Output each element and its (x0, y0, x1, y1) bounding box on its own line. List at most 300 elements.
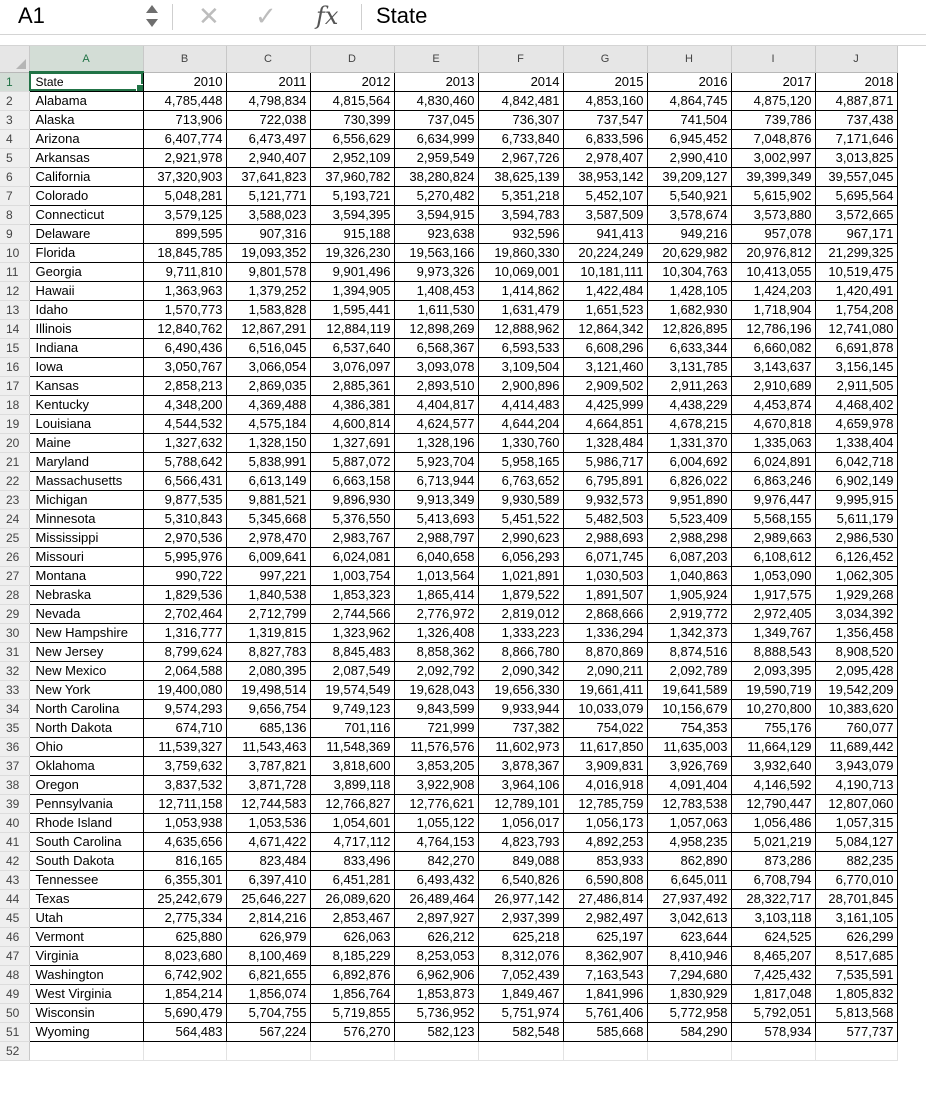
cell-c26[interactable]: 6,009,641 (226, 547, 310, 566)
cell-e36[interactable]: 11,576,576 (394, 737, 478, 756)
cell-f25[interactable]: 2,990,623 (478, 528, 563, 547)
cell-a18[interactable]: Kentucky (29, 395, 143, 414)
cell-d25[interactable]: 2,983,767 (310, 528, 394, 547)
cell-g2[interactable]: 4,853,160 (563, 91, 647, 110)
cell-c1[interactable]: 2011 (226, 72, 310, 91)
cell-d1[interactable]: 2012 (310, 72, 394, 91)
cell-a28[interactable]: Nebraska (29, 585, 143, 604)
cell-i17[interactable]: 2,910,689 (731, 376, 815, 395)
cell-a15[interactable]: Indiana (29, 338, 143, 357)
cell-i8[interactable]: 3,573,880 (731, 205, 815, 224)
cell-b38[interactable]: 3,837,532 (143, 775, 226, 794)
cell-e18[interactable]: 4,404,817 (394, 395, 478, 414)
cell-g20[interactable]: 1,328,484 (563, 433, 647, 452)
cell-h48[interactable]: 7,294,680 (647, 965, 731, 984)
cell-d10[interactable]: 19,326,230 (310, 243, 394, 262)
cell-h5[interactable]: 2,990,410 (647, 148, 731, 167)
cell-g42[interactable]: 853,933 (563, 851, 647, 870)
cell-j11[interactable]: 10,519,475 (815, 262, 897, 281)
column-header-b[interactable]: B (143, 46, 226, 72)
cell-g39[interactable]: 12,785,759 (563, 794, 647, 813)
cell-e17[interactable]: 2,893,510 (394, 376, 478, 395)
cell-c18[interactable]: 4,369,488 (226, 395, 310, 414)
cell-c41[interactable]: 4,671,422 (226, 832, 310, 851)
cell-c43[interactable]: 6,397,410 (226, 870, 310, 889)
cell-c50[interactable]: 5,704,755 (226, 1003, 310, 1022)
row-header[interactable]: 41 (0, 832, 29, 851)
cell-h12[interactable]: 1,428,105 (647, 281, 731, 300)
cell-j26[interactable]: 6,126,452 (815, 547, 897, 566)
cell-a11[interactable]: Georgia (29, 262, 143, 281)
cell-f34[interactable]: 9,933,944 (478, 699, 563, 718)
cell-e37[interactable]: 3,853,205 (394, 756, 478, 775)
cell-f16[interactable]: 3,109,504 (478, 357, 563, 376)
cell-f40[interactable]: 1,056,017 (478, 813, 563, 832)
cell-i22[interactable]: 6,863,246 (731, 471, 815, 490)
cell-h2[interactable]: 4,864,745 (647, 91, 731, 110)
cell-b44[interactable]: 25,242,679 (143, 889, 226, 908)
row-header[interactable]: 10 (0, 243, 29, 262)
cell-h33[interactable]: 19,641,589 (647, 680, 731, 699)
cell-b13[interactable]: 1,570,773 (143, 300, 226, 319)
cell-g34[interactable]: 10,033,079 (563, 699, 647, 718)
row-header[interactable]: 43 (0, 870, 29, 889)
cell-d52[interactable] (310, 1041, 394, 1060)
cell-b6[interactable]: 37,320,903 (143, 167, 226, 186)
cell-a9[interactable]: Delaware (29, 224, 143, 243)
cell-e4[interactable]: 6,634,999 (394, 129, 478, 148)
cell-g37[interactable]: 3,909,831 (563, 756, 647, 775)
cell-g33[interactable]: 19,661,411 (563, 680, 647, 699)
cell-d38[interactable]: 3,899,118 (310, 775, 394, 794)
cell-b20[interactable]: 1,327,632 (143, 433, 226, 452)
cell-h24[interactable]: 5,523,409 (647, 509, 731, 528)
cell-h38[interactable]: 4,091,404 (647, 775, 731, 794)
cell-e27[interactable]: 1,013,564 (394, 566, 478, 585)
cell-d13[interactable]: 1,595,441 (310, 300, 394, 319)
cell-b41[interactable]: 4,635,656 (143, 832, 226, 851)
cell-f43[interactable]: 6,540,826 (478, 870, 563, 889)
cell-e38[interactable]: 3,922,908 (394, 775, 478, 794)
cell-b33[interactable]: 19,400,080 (143, 680, 226, 699)
row-header[interactable]: 32 (0, 661, 29, 680)
cell-d11[interactable]: 9,901,496 (310, 262, 394, 281)
row-header[interactable]: 46 (0, 927, 29, 946)
cell-j15[interactable]: 6,691,878 (815, 338, 897, 357)
cell-b9[interactable]: 899,595 (143, 224, 226, 243)
cell-i11[interactable]: 10,413,055 (731, 262, 815, 281)
cell-f7[interactable]: 5,351,218 (478, 186, 563, 205)
cell-c33[interactable]: 19,498,514 (226, 680, 310, 699)
formula-input[interactable]: State (376, 3, 428, 28)
cell-i37[interactable]: 3,932,640 (731, 756, 815, 775)
cell-e5[interactable]: 2,959,549 (394, 148, 478, 167)
row-header[interactable]: 26 (0, 547, 29, 566)
cell-d5[interactable]: 2,952,109 (310, 148, 394, 167)
cell-b47[interactable]: 8,023,680 (143, 946, 226, 965)
cell-d23[interactable]: 9,896,930 (310, 490, 394, 509)
cell-c23[interactable]: 9,881,521 (226, 490, 310, 509)
column-header-e[interactable]: E (394, 46, 478, 72)
cell-e15[interactable]: 6,568,367 (394, 338, 478, 357)
cell-h11[interactable]: 10,304,763 (647, 262, 731, 281)
cell-a4[interactable]: Arizona (29, 129, 143, 148)
cell-e34[interactable]: 9,843,599 (394, 699, 478, 718)
cell-g30[interactable]: 1,336,294 (563, 623, 647, 642)
cell-a14[interactable]: Illinois (29, 319, 143, 338)
cell-d30[interactable]: 1,323,962 (310, 623, 394, 642)
cell-e49[interactable]: 1,853,873 (394, 984, 478, 1003)
cell-h21[interactable]: 6,004,692 (647, 452, 731, 471)
cell-j28[interactable]: 1,929,268 (815, 585, 897, 604)
cell-c49[interactable]: 1,856,074 (226, 984, 310, 1003)
cell-a49[interactable]: West Virginia (29, 984, 143, 1003)
cell-h19[interactable]: 4,678,215 (647, 414, 731, 433)
cell-b27[interactable]: 990,722 (143, 566, 226, 585)
row-header[interactable]: 21 (0, 452, 29, 471)
cell-f39[interactable]: 12,789,101 (478, 794, 563, 813)
cell-g7[interactable]: 5,452,107 (563, 186, 647, 205)
cell-d36[interactable]: 11,548,369 (310, 737, 394, 756)
row-header[interactable]: 3 (0, 110, 29, 129)
cell-c48[interactable]: 6,821,655 (226, 965, 310, 984)
cell-a1[interactable]: State (29, 72, 143, 91)
cell-e1[interactable]: 2013 (394, 72, 478, 91)
cell-a10[interactable]: Florida (29, 243, 143, 262)
cell-g29[interactable]: 2,868,666 (563, 604, 647, 623)
select-all-button[interactable] (0, 46, 29, 72)
cell-a37[interactable]: Oklahoma (29, 756, 143, 775)
insert-function-icon[interactable]: fx (316, 2, 339, 30)
cell-b45[interactable]: 2,775,334 (143, 908, 226, 927)
cell-b34[interactable]: 9,574,293 (143, 699, 226, 718)
cell-b24[interactable]: 5,310,843 (143, 509, 226, 528)
cell-b8[interactable]: 3,579,125 (143, 205, 226, 224)
cell-a45[interactable]: Utah (29, 908, 143, 927)
cell-h34[interactable]: 10,156,679 (647, 699, 731, 718)
cell-g19[interactable]: 4,664,851 (563, 414, 647, 433)
cell-c8[interactable]: 3,588,023 (226, 205, 310, 224)
cell-j50[interactable]: 5,813,568 (815, 1003, 897, 1022)
cell-j42[interactable]: 882,235 (815, 851, 897, 870)
cell-j14[interactable]: 12,741,080 (815, 319, 897, 338)
cell-d48[interactable]: 6,892,876 (310, 965, 394, 984)
cell-j39[interactable]: 12,807,060 (815, 794, 897, 813)
cell-f11[interactable]: 10,069,001 (478, 262, 563, 281)
cell-i31[interactable]: 8,888,543 (731, 642, 815, 661)
cell-c4[interactable]: 6,473,497 (226, 129, 310, 148)
cell-a44[interactable]: Texas (29, 889, 143, 908)
cell-g49[interactable]: 1,841,996 (563, 984, 647, 1003)
cell-f21[interactable]: 5,958,165 (478, 452, 563, 471)
cell-d4[interactable]: 6,556,629 (310, 129, 394, 148)
column-header-c[interactable]: C (226, 46, 310, 72)
row-header[interactable]: 18 (0, 395, 29, 414)
cell-g41[interactable]: 4,892,253 (563, 832, 647, 851)
row-header[interactable]: 30 (0, 623, 29, 642)
cell-j2[interactable]: 4,887,871 (815, 91, 897, 110)
cell-j46[interactable]: 626,299 (815, 927, 897, 946)
cell-g12[interactable]: 1,422,484 (563, 281, 647, 300)
cell-f49[interactable]: 1,849,467 (478, 984, 563, 1003)
cell-c40[interactable]: 1,053,536 (226, 813, 310, 832)
cell-f45[interactable]: 2,937,399 (478, 908, 563, 927)
cell-f10[interactable]: 19,860,330 (478, 243, 563, 262)
cell-a17[interactable]: Kansas (29, 376, 143, 395)
cell-e20[interactable]: 1,328,196 (394, 433, 478, 452)
row-header[interactable]: 4 (0, 129, 29, 148)
cell-f51[interactable]: 582,548 (478, 1022, 563, 1041)
cell-e14[interactable]: 12,898,269 (394, 319, 478, 338)
cell-i33[interactable]: 19,590,719 (731, 680, 815, 699)
cell-f13[interactable]: 1,631,479 (478, 300, 563, 319)
cell-g13[interactable]: 1,651,523 (563, 300, 647, 319)
cell-i26[interactable]: 6,108,612 (731, 547, 815, 566)
row-header[interactable]: 38 (0, 775, 29, 794)
cell-e8[interactable]: 3,594,915 (394, 205, 478, 224)
cell-g45[interactable]: 2,982,497 (563, 908, 647, 927)
cell-a47[interactable]: Virginia (29, 946, 143, 965)
row-header[interactable]: 44 (0, 889, 29, 908)
cell-g40[interactable]: 1,056,173 (563, 813, 647, 832)
cell-d45[interactable]: 2,853,467 (310, 908, 394, 927)
cell-b15[interactable]: 6,490,436 (143, 338, 226, 357)
cell-c13[interactable]: 1,583,828 (226, 300, 310, 319)
cell-j44[interactable]: 28,701,845 (815, 889, 897, 908)
cell-f38[interactable]: 3,964,106 (478, 775, 563, 794)
cell-e7[interactable]: 5,270,482 (394, 186, 478, 205)
cell-i29[interactable]: 2,972,405 (731, 604, 815, 623)
cell-g35[interactable]: 754,022 (563, 718, 647, 737)
cell-a19[interactable]: Louisiana (29, 414, 143, 433)
cell-i13[interactable]: 1,718,904 (731, 300, 815, 319)
cell-b12[interactable]: 1,363,963 (143, 281, 226, 300)
cell-b18[interactable]: 4,348,200 (143, 395, 226, 414)
row-header[interactable]: 50 (0, 1003, 29, 1022)
cell-j29[interactable]: 3,034,392 (815, 604, 897, 623)
cell-b16[interactable]: 3,050,767 (143, 357, 226, 376)
row-header[interactable]: 7 (0, 186, 29, 205)
cell-h32[interactable]: 2,092,789 (647, 661, 731, 680)
cell-b5[interactable]: 2,921,978 (143, 148, 226, 167)
cell-h22[interactable]: 6,826,022 (647, 471, 731, 490)
cell-j4[interactable]: 7,171,646 (815, 129, 897, 148)
cell-f37[interactable]: 3,878,367 (478, 756, 563, 775)
row-header[interactable]: 35 (0, 718, 29, 737)
row-header[interactable]: 49 (0, 984, 29, 1003)
cell-h9[interactable]: 949,216 (647, 224, 731, 243)
cell-h4[interactable]: 6,945,452 (647, 129, 731, 148)
cell-c44[interactable]: 25,646,227 (226, 889, 310, 908)
cell-d32[interactable]: 2,087,549 (310, 661, 394, 680)
cell-e30[interactable]: 1,326,408 (394, 623, 478, 642)
cell-c42[interactable]: 823,484 (226, 851, 310, 870)
cell-h16[interactable]: 3,131,785 (647, 357, 731, 376)
cell-d29[interactable]: 2,744,566 (310, 604, 394, 623)
cell-b11[interactable]: 9,711,810 (143, 262, 226, 281)
cell-d6[interactable]: 37,960,782 (310, 167, 394, 186)
cell-h52[interactable] (647, 1041, 731, 1060)
cell-i38[interactable]: 4,146,592 (731, 775, 815, 794)
cell-f9[interactable]: 932,596 (478, 224, 563, 243)
cell-h44[interactable]: 27,937,492 (647, 889, 731, 908)
cell-f15[interactable]: 6,593,533 (478, 338, 563, 357)
row-header[interactable]: 27 (0, 566, 29, 585)
cell-b21[interactable]: 5,788,642 (143, 452, 226, 471)
cell-d22[interactable]: 6,663,158 (310, 471, 394, 490)
cell-f14[interactable]: 12,888,962 (478, 319, 563, 338)
cell-a33[interactable]: New York (29, 680, 143, 699)
cell-d8[interactable]: 3,594,395 (310, 205, 394, 224)
cell-j31[interactable]: 8,908,520 (815, 642, 897, 661)
cell-c37[interactable]: 3,787,821 (226, 756, 310, 775)
cell-b30[interactable]: 1,316,777 (143, 623, 226, 642)
row-header[interactable]: 5 (0, 148, 29, 167)
cell-a52[interactable] (29, 1041, 143, 1060)
cell-h41[interactable]: 4,958,235 (647, 832, 731, 851)
row-header[interactable]: 2 (0, 91, 29, 110)
cell-e25[interactable]: 2,988,797 (394, 528, 478, 547)
cell-a7[interactable]: Colorado (29, 186, 143, 205)
cell-e45[interactable]: 2,897,927 (394, 908, 478, 927)
cell-f28[interactable]: 1,879,522 (478, 585, 563, 604)
cell-d15[interactable]: 6,537,640 (310, 338, 394, 357)
cell-i2[interactable]: 4,875,120 (731, 91, 815, 110)
cell-g46[interactable]: 625,197 (563, 927, 647, 946)
cell-e51[interactable]: 582,123 (394, 1022, 478, 1041)
cell-b43[interactable]: 6,355,301 (143, 870, 226, 889)
cell-c15[interactable]: 6,516,045 (226, 338, 310, 357)
cell-c7[interactable]: 5,121,771 (226, 186, 310, 205)
cell-j45[interactable]: 3,161,105 (815, 908, 897, 927)
cell-c32[interactable]: 2,080,395 (226, 661, 310, 680)
cell-f36[interactable]: 11,602,973 (478, 737, 563, 756)
cell-j52[interactable] (815, 1041, 897, 1060)
cell-b49[interactable]: 1,854,214 (143, 984, 226, 1003)
cell-b51[interactable]: 564,483 (143, 1022, 226, 1041)
cell-b31[interactable]: 8,799,624 (143, 642, 226, 661)
row-header[interactable]: 16 (0, 357, 29, 376)
cell-j41[interactable]: 5,084,127 (815, 832, 897, 851)
cell-a30[interactable]: New Hampshire (29, 623, 143, 642)
cell-b4[interactable]: 6,407,774 (143, 129, 226, 148)
cell-d47[interactable]: 8,185,229 (310, 946, 394, 965)
cell-b19[interactable]: 4,544,532 (143, 414, 226, 433)
cell-a6[interactable]: California (29, 167, 143, 186)
row-header[interactable]: 52 (0, 1041, 29, 1060)
cell-e2[interactable]: 4,830,460 (394, 91, 478, 110)
cell-d42[interactable]: 833,496 (310, 851, 394, 870)
cell-a12[interactable]: Hawaii (29, 281, 143, 300)
cell-j23[interactable]: 9,995,915 (815, 490, 897, 509)
cell-h14[interactable]: 12,826,895 (647, 319, 731, 338)
cell-e31[interactable]: 8,858,362 (394, 642, 478, 661)
cell-g4[interactable]: 6,833,596 (563, 129, 647, 148)
cell-f1[interactable]: 2014 (478, 72, 563, 91)
cell-d44[interactable]: 26,089,620 (310, 889, 394, 908)
cell-d12[interactable]: 1,394,905 (310, 281, 394, 300)
cell-d31[interactable]: 8,845,483 (310, 642, 394, 661)
row-header[interactable]: 9 (0, 224, 29, 243)
cell-h49[interactable]: 1,830,929 (647, 984, 731, 1003)
enter-check-icon[interactable]: ✓ (255, 1, 277, 31)
cell-f41[interactable]: 4,823,793 (478, 832, 563, 851)
cell-g43[interactable]: 6,590,808 (563, 870, 647, 889)
cell-h25[interactable]: 2,988,298 (647, 528, 731, 547)
cell-b2[interactable]: 4,785,448 (143, 91, 226, 110)
row-header[interactable]: 22 (0, 471, 29, 490)
cell-b40[interactable]: 1,053,938 (143, 813, 226, 832)
cell-h39[interactable]: 12,783,538 (647, 794, 731, 813)
cell-e13[interactable]: 1,611,530 (394, 300, 478, 319)
cell-f26[interactable]: 6,056,293 (478, 547, 563, 566)
cell-i48[interactable]: 7,425,432 (731, 965, 815, 984)
cell-g36[interactable]: 11,617,850 (563, 737, 647, 756)
cell-g18[interactable]: 4,425,999 (563, 395, 647, 414)
cell-j6[interactable]: 39,557,045 (815, 167, 897, 186)
row-header[interactable]: 37 (0, 756, 29, 775)
cell-g21[interactable]: 5,986,717 (563, 452, 647, 471)
cell-g26[interactable]: 6,071,745 (563, 547, 647, 566)
cell-h7[interactable]: 5,540,921 (647, 186, 731, 205)
column-header-d[interactable]: D (310, 46, 394, 72)
row-header[interactable]: 47 (0, 946, 29, 965)
cell-h18[interactable]: 4,438,229 (647, 395, 731, 414)
cell-b32[interactable]: 2,064,588 (143, 661, 226, 680)
cell-i25[interactable]: 2,989,663 (731, 528, 815, 547)
cell-i12[interactable]: 1,424,203 (731, 281, 815, 300)
cell-j5[interactable]: 3,013,825 (815, 148, 897, 167)
cell-b39[interactable]: 12,711,158 (143, 794, 226, 813)
column-header-j[interactable]: J (815, 46, 897, 72)
cell-d43[interactable]: 6,451,281 (310, 870, 394, 889)
cell-c30[interactable]: 1,319,815 (226, 623, 310, 642)
cell-e41[interactable]: 4,764,153 (394, 832, 478, 851)
row-header[interactable]: 20 (0, 433, 29, 452)
row-header[interactable]: 14 (0, 319, 29, 338)
cell-i20[interactable]: 1,335,063 (731, 433, 815, 452)
cell-c12[interactable]: 1,379,252 (226, 281, 310, 300)
cell-g51[interactable]: 585,668 (563, 1022, 647, 1041)
cell-f23[interactable]: 9,930,589 (478, 490, 563, 509)
cell-g8[interactable]: 3,587,509 (563, 205, 647, 224)
row-header[interactable]: 48 (0, 965, 29, 984)
cell-f30[interactable]: 1,333,223 (478, 623, 563, 642)
cell-a29[interactable]: Nevada (29, 604, 143, 623)
cell-h51[interactable]: 584,290 (647, 1022, 731, 1041)
cell-c3[interactable]: 722,038 (226, 110, 310, 129)
cell-h37[interactable]: 3,926,769 (647, 756, 731, 775)
cell-f29[interactable]: 2,819,012 (478, 604, 563, 623)
cell-e11[interactable]: 9,973,326 (394, 262, 478, 281)
cell-d50[interactable]: 5,719,855 (310, 1003, 394, 1022)
cell-a23[interactable]: Michigan (29, 490, 143, 509)
cell-d46[interactable]: 626,063 (310, 927, 394, 946)
cell-h26[interactable]: 6,087,203 (647, 547, 731, 566)
cell-i10[interactable]: 20,976,812 (731, 243, 815, 262)
cell-h20[interactable]: 1,331,370 (647, 433, 731, 452)
cell-f2[interactable]: 4,842,481 (478, 91, 563, 110)
cell-i28[interactable]: 1,917,575 (731, 585, 815, 604)
column-header-a[interactable]: A (29, 46, 143, 72)
cell-j47[interactable]: 8,517,685 (815, 946, 897, 965)
cell-f6[interactable]: 38,625,139 (478, 167, 563, 186)
cell-d51[interactable]: 576,270 (310, 1022, 394, 1041)
cell-a21[interactable]: Maryland (29, 452, 143, 471)
cell-g44[interactable]: 27,486,814 (563, 889, 647, 908)
row-header[interactable]: 33 (0, 680, 29, 699)
cell-e19[interactable]: 4,624,577 (394, 414, 478, 433)
